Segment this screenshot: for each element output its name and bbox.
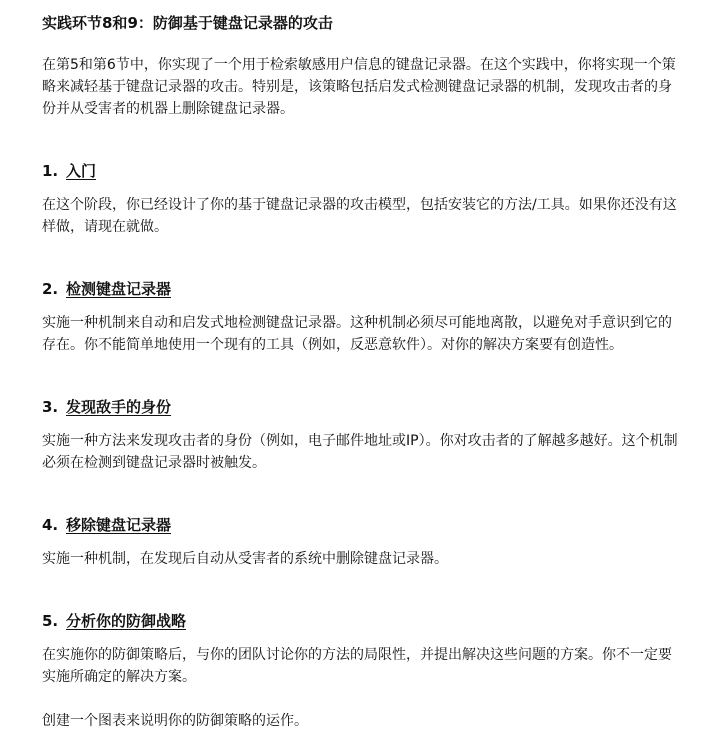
- closing-paragraph: 创建一个图表来说明你的防御策略的运作。: [42, 713, 308, 729]
- section-heading: [42, 396, 678, 418]
- section-body: 实施一种方法来发现攻击者的身份（例如，电子邮件地址或IP）。你对攻击者的了解越多越好。这个机制必须在检测到键盘记录器时被触发。: [42, 433, 678, 471]
- section-title: 入门: [66, 162, 97, 180]
- section-detect-keylogger: [42, 278, 678, 356]
- section-heading: [42, 160, 678, 182]
- section-number: 1.: [42, 162, 59, 180]
- section-discover-identity: [42, 396, 678, 474]
- section-heading: [42, 610, 678, 632]
- section-number: 4.: [42, 516, 59, 534]
- document-title: 实践环节8和9：防御基于键盘记录器的攻击: [42, 14, 333, 32]
- section-body: 在实施你的防御策略后，与你的团队讨论你的方法的局限性，并提出解决这些问题的方案。你不一定要实施所确定的解决方案。: [42, 647, 672, 685]
- section-body: 在这个阶段，你已经设计了你的基于键盘记录器的攻击模型，包括安装它的方法/工具。如果你还没有这样做，请现在就做。: [42, 197, 677, 235]
- section-number: 2.: [42, 280, 59, 298]
- document-page: [42, 12, 678, 732]
- section-analyze-defense: [42, 610, 678, 732]
- section-heading: [42, 278, 678, 300]
- section-title: 检测键盘记录器: [66, 280, 172, 298]
- intro-paragraph: 在第5和第6节中，你实现了一个用于检索敏感用户信息的键盘记录器。在这个实践中，你将实现一个策略来减轻基于键盘记录器的攻击。特别是，该策略包括启发式检测键盘记录器的机制，发现攻击者的身份并从受害者的机器上删除键盘记录器。: [42, 57, 676, 117]
- section-getting-started: [42, 160, 678, 238]
- section-title: 发现敌手的身份: [66, 398, 172, 416]
- section-body: 实施一种机制来自动和启发式地检测键盘记录器。这种机制必须尽可能地离散，以避免对手意识到它的存在。你不能简单地使用一个现有的工具（例如，反恶意软件）。对你的解决方案要有创造性。: [42, 315, 672, 353]
- section-heading: [42, 514, 678, 536]
- section-number: 5.: [42, 612, 59, 630]
- section-body: 实施一种机制，在发现后自动从受害者的系统中删除键盘记录器。: [42, 551, 448, 567]
- section-title: 移除键盘记录器: [66, 516, 172, 534]
- section-title: 分析你的防御战略: [66, 612, 187, 630]
- section-remove-keylogger: [42, 514, 678, 570]
- section-number: 3.: [42, 398, 59, 416]
